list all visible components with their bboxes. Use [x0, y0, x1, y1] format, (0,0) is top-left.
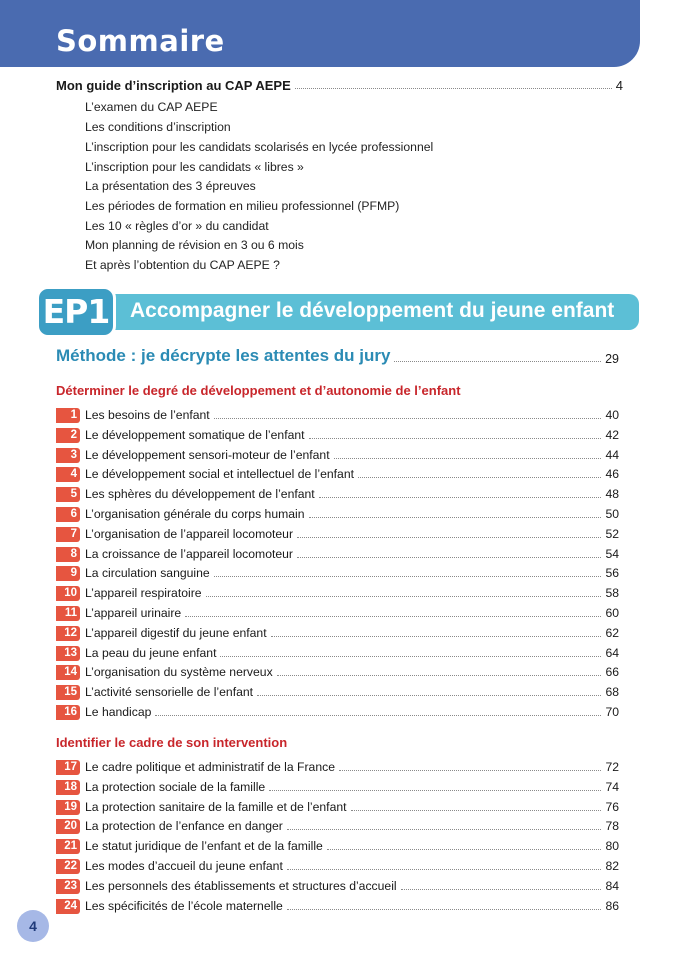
- chapter-number-badge: 14: [56, 665, 80, 680]
- chapter-number-badge: 15: [56, 685, 80, 700]
- leader-dots: [309, 517, 602, 518]
- toc-item-label: Le statut juridique de l’enfant et de la famille: [85, 839, 323, 854]
- leader-dots: [401, 889, 602, 890]
- leader-dots: [271, 636, 602, 637]
- page-ref: 64: [605, 645, 619, 660]
- toc-item-label: L’organisation générale du corps humain: [85, 507, 305, 521]
- toc-item-label: La circulation sanguine: [85, 566, 210, 581]
- chapter-number-badge: 18: [56, 780, 80, 795]
- toc-item[interactable]: [56, 665, 619, 680]
- toc-item[interactable]: [56, 527, 619, 542]
- page-ref: 70: [605, 705, 619, 719]
- leader-dots: [214, 576, 602, 577]
- toc-item-label: Les besoins de l’enfant: [85, 408, 210, 422]
- toc-item-label: Les personnels des établissements et structures d’accueil: [85, 878, 397, 893]
- page-ref: 46: [605, 467, 619, 482]
- chapter-number-badge: 17: [56, 760, 80, 775]
- toc-item[interactable]: [56, 566, 619, 581]
- leader-dots: [220, 656, 601, 657]
- toc-item[interactable]: [56, 586, 619, 601]
- chapter-number-badge: 10: [56, 586, 80, 601]
- chapter-number-badge: 8: [56, 547, 80, 562]
- guide-item[interactable]: Les périodes de formation en milieu professionnel (PFMP): [85, 199, 400, 213]
- leader-dots: [351, 810, 602, 811]
- toc-item-label: Les sphères du développement de l’enfant: [85, 487, 315, 502]
- guide-item[interactable]: Mon planning de révision en 3 ou 6 mois: [85, 238, 304, 252]
- toc-item-label: La croissance de l’appareil locomoteur: [85, 546, 293, 561]
- section-title: Identifier le cadre de son intervention: [56, 735, 288, 750]
- page-ref: 60: [605, 606, 619, 620]
- page-ref: 52: [605, 526, 619, 541]
- chapter-number-badge: 7: [56, 527, 80, 542]
- toc-item-label: L’appareil respiratoire: [85, 586, 202, 601]
- page-ref: 78: [605, 819, 619, 834]
- toc-item[interactable]: [56, 448, 619, 463]
- chapter-number-badge: 19: [56, 800, 80, 815]
- chapter-number-badge: 12: [56, 626, 80, 641]
- toc-item[interactable]: [56, 606, 619, 621]
- page-ref: 62: [605, 625, 619, 640]
- leader-dots: [319, 497, 602, 498]
- leader-dots: [358, 477, 601, 478]
- toc-item[interactable]: [56, 626, 619, 641]
- guide-item[interactable]: L’inscription pour les candidats scolarisés en lycée professionnel: [85, 140, 434, 154]
- page-ref: 54: [605, 546, 619, 561]
- ep1-title: Accompagner le développement du jeune enfant: [130, 299, 615, 322]
- page-ref: 68: [605, 685, 619, 700]
- leader-dots: [287, 869, 602, 870]
- section-title: Déterminer le degré de développement et d’autonomie de l’enfant: [56, 383, 461, 398]
- chapter-number-badge: 20: [56, 819, 80, 834]
- chapter-number-badge: 23: [56, 879, 80, 894]
- toc-item[interactable]: [56, 685, 619, 700]
- methode-label: Méthode : je décrypte les attentes du jury: [56, 346, 391, 365]
- toc-item-label: L’appareil digestif du jeune enfant: [85, 625, 267, 640]
- toc-item-label: Le développement sensori-moteur de l’enfant: [85, 447, 330, 462]
- page-ref: 72: [605, 760, 619, 774]
- methode-row[interactable]: [56, 346, 619, 366]
- chapter-number-badge: 9: [56, 566, 80, 581]
- page-ref: 82: [605, 859, 619, 873]
- toc-item-label: La protection sanitaire de la famille et de l’enfant: [85, 799, 347, 814]
- leader-dots: [185, 616, 601, 617]
- chapter-number-badge: 6: [56, 507, 80, 522]
- leader-dots: [297, 557, 601, 558]
- toc-item[interactable]: [56, 507, 619, 522]
- toc-item-label: Le cadre politique et administratif de la France: [85, 760, 335, 774]
- page-ref: 4: [615, 78, 623, 93]
- leader-dots: [297, 537, 601, 538]
- leader-dots: [295, 88, 612, 89]
- page-ref: 58: [605, 586, 619, 601]
- page-ref: 29: [605, 352, 619, 366]
- chapter-number-badge: 21: [56, 839, 80, 854]
- guide-item[interactable]: Et après l’obtention du CAP AEPE ?: [85, 258, 280, 272]
- leader-dots: [287, 829, 602, 830]
- ep1-tag: EP1: [36, 286, 116, 338]
- toc-item-label: La protection de l’enfance en danger: [85, 819, 283, 834]
- toc-item[interactable]: [56, 705, 619, 720]
- toc-item-label: L’appareil urinaire: [85, 606, 182, 620]
- leader-dots: [155, 715, 601, 716]
- page-ref: 56: [605, 566, 619, 581]
- guide-title: Mon guide d’inscription au CAP AEPE: [56, 78, 291, 93]
- leader-dots: [277, 675, 602, 676]
- toc-item-label: L’organisation de l’appareil locomoteur: [85, 526, 293, 541]
- toc-item-label: Les spécificités de l’école maternelle: [85, 898, 283, 913]
- toc-item[interactable]: [56, 780, 619, 795]
- toc-item-label: Le développement somatique de l’enfant: [85, 427, 305, 442]
- toc-item-label: Les modes d’accueil du jeune enfant: [85, 859, 283, 873]
- chapter-number-badge: 13: [56, 646, 80, 661]
- page-ref: 40: [605, 408, 619, 422]
- chapter-number-badge: 2: [56, 428, 80, 443]
- guide-title-row[interactable]: [56, 78, 623, 93]
- toc-item[interactable]: [56, 428, 619, 443]
- toc-item-label: L’organisation du système nerveux: [85, 665, 273, 680]
- toc-item-label: La protection sociale de la famille: [85, 779, 266, 794]
- chapter-number-badge: 22: [56, 859, 80, 874]
- page-ref: 66: [605, 665, 619, 680]
- guide-item[interactable]: Les 10 « règles d’or » du candidat: [85, 219, 269, 233]
- page-ref: 42: [605, 427, 619, 442]
- leader-dots: [309, 438, 602, 439]
- toc-item[interactable]: [56, 408, 619, 423]
- toc-item-label: L’activité sensorielle de l’enfant: [85, 685, 254, 700]
- guide-item[interactable]: L’examen du CAP AEPE: [85, 100, 218, 114]
- page-title: Sommaire: [56, 24, 225, 58]
- toc-item[interactable]: [56, 467, 619, 482]
- toc-item[interactable]: [56, 547, 619, 562]
- leader-dots: [394, 361, 601, 362]
- page-ref: 44: [605, 447, 619, 462]
- chapter-number-badge: 3: [56, 448, 80, 463]
- leader-dots: [334, 458, 602, 459]
- chapter-number-badge: 4: [56, 467, 80, 482]
- leader-dots: [269, 790, 601, 791]
- chapter-number-badge: 16: [56, 705, 80, 720]
- page-ref: 48: [605, 487, 619, 502]
- guide-item[interactable]: Les conditions d’inscription: [85, 120, 231, 134]
- page-ref: 86: [605, 898, 619, 913]
- toc-item[interactable]: [56, 800, 619, 815]
- toc-item-label: Le développement social et intellectuel de l’enfant: [85, 467, 354, 482]
- page-ref: 50: [605, 507, 619, 521]
- toc-item[interactable]: [56, 859, 619, 874]
- leader-dots: [339, 770, 601, 771]
- chapter-number-badge: 11: [56, 606, 80, 621]
- toc-item-label: Le handicap: [85, 705, 152, 719]
- chapter-number-badge: 5: [56, 487, 80, 502]
- leader-dots: [327, 849, 602, 850]
- guide-item[interactable]: L’inscription pour les candidats « libres »: [85, 160, 304, 174]
- page-number: 4: [17, 910, 49, 942]
- toc-item[interactable]: [56, 839, 619, 854]
- leader-dots: [206, 596, 602, 597]
- page-ref: 74: [605, 779, 619, 794]
- page-ref: 84: [605, 878, 619, 893]
- toc-item[interactable]: [56, 899, 619, 914]
- leader-dots: [257, 695, 601, 696]
- chapter-number-badge: 24: [56, 899, 80, 914]
- chapter-number-badge: 1: [56, 408, 80, 423]
- toc-item[interactable]: [56, 819, 619, 834]
- toc-item[interactable]: [56, 487, 619, 502]
- guide-item[interactable]: La présentation des 3 épreuves: [85, 179, 256, 193]
- page-ref: 80: [605, 839, 619, 854]
- toc-item[interactable]: [56, 646, 619, 661]
- page-ref: 76: [605, 799, 619, 814]
- toc-item[interactable]: [56, 760, 619, 775]
- toc-item[interactable]: [56, 879, 619, 894]
- leader-dots: [287, 909, 602, 910]
- toc-item-label: La peau du jeune enfant: [85, 645, 217, 660]
- leader-dots: [214, 418, 602, 419]
